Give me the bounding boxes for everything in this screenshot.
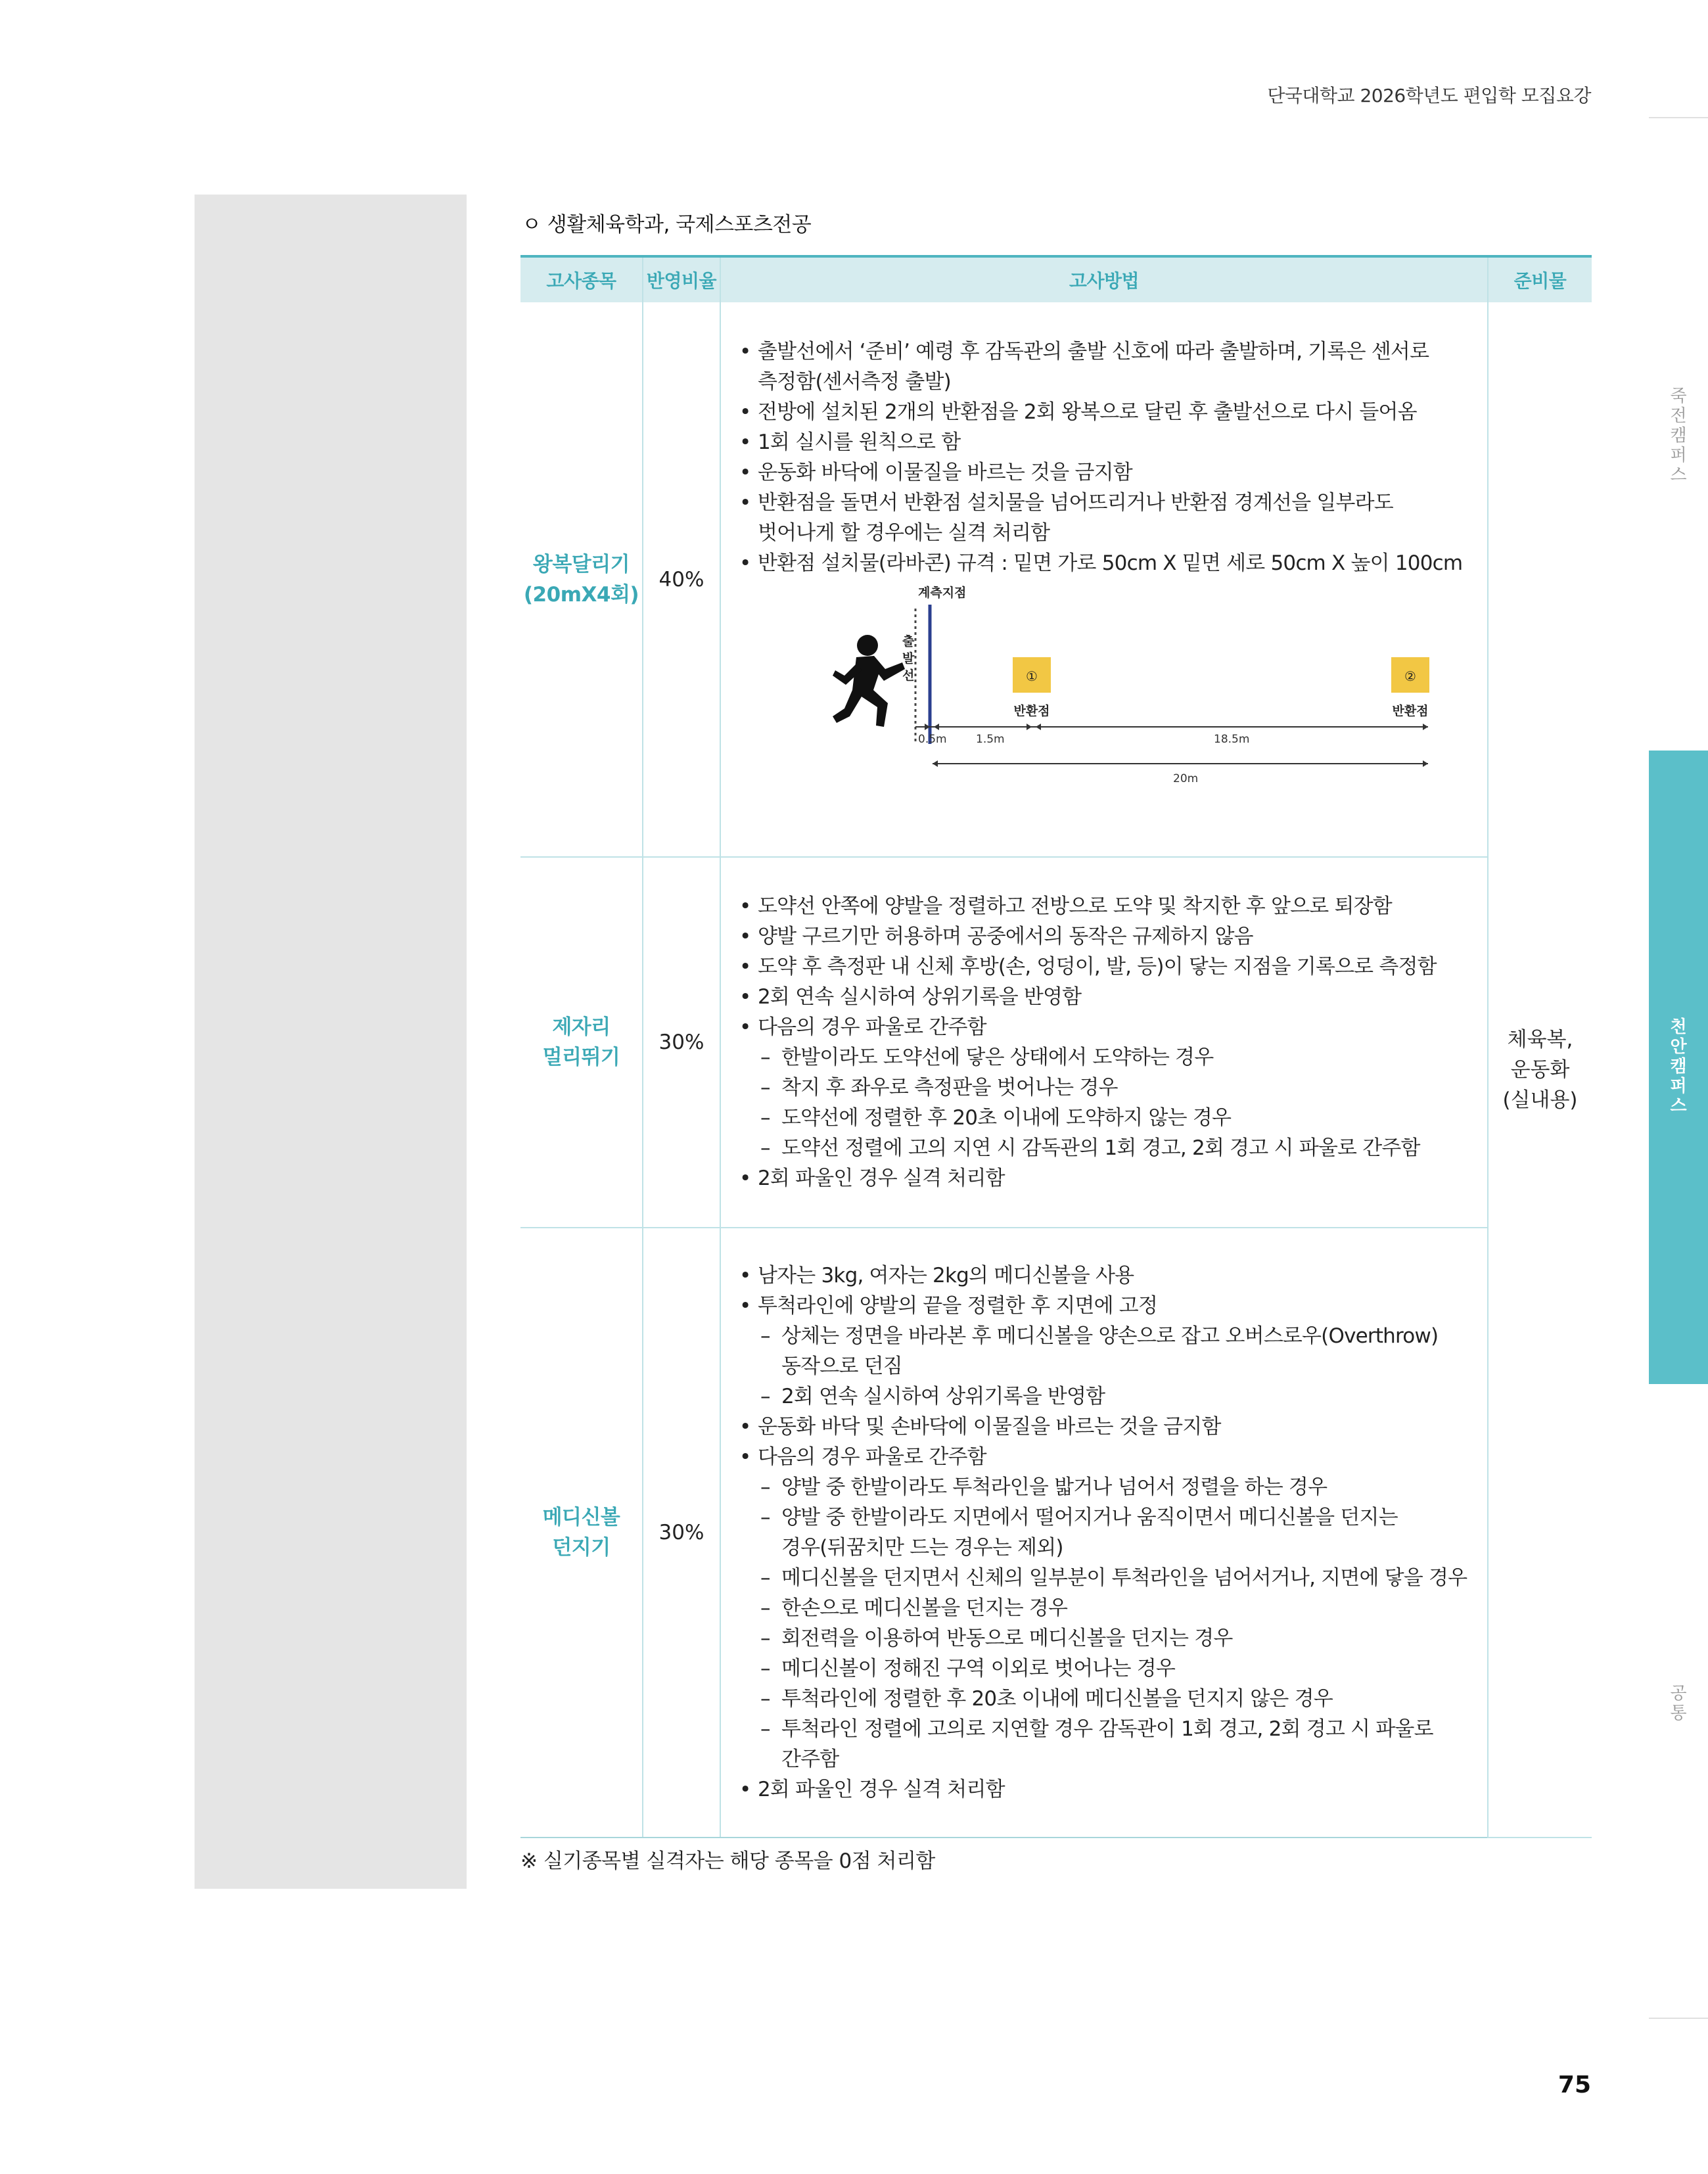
event-name xyxy=(520,1228,643,1838)
side-tab-cheonan[interactable]: 천안캠퍼스 xyxy=(1670,1017,1687,1116)
event-name-line: (20mX4회) xyxy=(523,582,639,607)
method-list xyxy=(739,336,1474,578)
sub-item: – 메디신볼이 정해진 구역 이외로 벗어나는 경우 xyxy=(739,1654,1474,1684)
side-divider xyxy=(1649,2018,1708,2019)
prep-line: 체육복, xyxy=(1507,1027,1573,1052)
bullet-item: • 남자는 3kg, 여자는 2kg의 메디신볼을 사용 xyxy=(739,1260,1474,1291)
event-method xyxy=(720,302,1488,857)
event-ratio: 40% xyxy=(643,302,720,857)
header-ratio: 반영비율 xyxy=(643,256,720,302)
event-name xyxy=(520,302,643,857)
distance-label-0-5m: 0.5m xyxy=(918,733,947,746)
sub-item: – 한손으로 메디신볼을 던지는 경우 xyxy=(739,1593,1474,1623)
start-line-label-2: 발 xyxy=(902,651,915,666)
header-event: 고사종목 xyxy=(520,256,643,302)
sub-item: – 양발 중 한발이라도 투척라인을 밟거나 넘어서 정렬을 하는 경우 xyxy=(739,1472,1474,1502)
sub-item: – 투척라인 정렬에 고의로 지연할 경우 감독관이 1회 경고, 2회 경고 시 파울로 xyxy=(739,1714,1474,1744)
method-list xyxy=(739,1260,1474,1805)
bullet-item: • 도약 후 측정판 내 신체 후방(손, 엉덩이, 발, 등)이 닿는 지점을 기록으로 측정함 xyxy=(739,952,1474,982)
event-name-line: 메디신볼 xyxy=(542,1506,620,1529)
continuation-line: 간주함 xyxy=(781,1747,839,1771)
start-line-label-1: 출 xyxy=(902,634,915,649)
bullet-item: • 도약선 안쪽에 양발을 정렬하고 전방으로 도약 및 착지한 후 앞으로 퇴장함 xyxy=(739,891,1474,921)
bullet-item: • 2회 파울인 경우 실격 처리함 xyxy=(739,1774,1474,1805)
bullet-item: • 2회 파울인 경우 실격 처리함 xyxy=(739,1163,1474,1193)
side-tab-jukjeon[interactable]: 죽전캠퍼스 xyxy=(1670,386,1687,485)
document-header-title: 단국대학교 2026학년도 편입학 모집요강 xyxy=(1267,85,1591,106)
arrow-head xyxy=(1423,724,1428,730)
bullet-item: • 투척라인에 양발의 끝을 정렬한 후 지면에 고정 xyxy=(739,1291,1474,1321)
continuation-line: 벗어나게 할 경우에는 실격 처리함 xyxy=(758,521,1050,545)
bullet-item: • 1회 실시를 원칙으로 함 xyxy=(739,427,1474,457)
event-name xyxy=(520,857,643,1228)
sub-item: – 양발 중 한발이라도 지면에서 떨어지거나 움직이면서 메디신볼을 던지는 xyxy=(739,1502,1474,1533)
section-title: ㅇ 생활체육학과, 국제스포츠전공 xyxy=(522,213,812,237)
event-ratio: 30% xyxy=(643,1228,720,1838)
arrow-head xyxy=(1027,724,1032,730)
event-method xyxy=(720,1228,1488,1838)
event-name-line: 던지기 xyxy=(552,1536,611,1560)
sub-item: – 착지 후 좌우로 측정판을 벗어나는 경우 xyxy=(739,1073,1474,1103)
event-ratio: 30% xyxy=(643,857,720,1228)
table-row xyxy=(520,857,1592,1228)
sub-item: – 한발이라도 도약선에 닿은 상태에서 도약하는 경우 xyxy=(739,1042,1474,1073)
bullet-item: • 2회 연속 실시하여 상위기록을 반영함 xyxy=(739,982,1474,1012)
continuation-line: 동작으로 던짐 xyxy=(781,1354,902,1378)
header-prep: 준비물 xyxy=(1488,256,1592,302)
arrow-head xyxy=(1423,760,1428,767)
cone-2-label: ② xyxy=(1404,668,1416,684)
side-tab-common[interactable]: 공통 xyxy=(1670,1684,1687,1723)
measure-point-label: 계측지점 xyxy=(918,586,967,600)
left-margin-panel xyxy=(195,195,467,1889)
sub-item: – 상체는 정면을 바라본 후 메디신볼을 양손으로 잡고 오버스로우(Overthrow) xyxy=(739,1321,1474,1351)
method-list xyxy=(739,891,1474,1193)
side-divider xyxy=(1649,117,1708,118)
sub-item: – 메디신볼을 던지면서 신체의 일부분이 투척라인을 넘어서거나, 지면에 닿을 경우 xyxy=(739,1563,1474,1593)
bullet-item: • 반환점을 돌면서 반환점 설치물을 넘어뜨리거나 반환점 경계선을 일부라도 xyxy=(739,488,1474,518)
event-name-line: 멀리뛰기 xyxy=(542,1046,620,1069)
runner-icon xyxy=(833,635,905,727)
sub-item: – 투척라인에 정렬한 후 20초 이내에 메디신볼을 던지지 않은 경우 xyxy=(739,1684,1474,1714)
event-name-line: 제자리 xyxy=(552,1015,611,1039)
event-name-line: 왕복달리기 xyxy=(532,552,630,576)
bullet-item: • 출발선에서 ‘준비’ 예령 후 감독관의 출발 신호에 따라 출발하며, 기록은 센서로 xyxy=(739,336,1474,367)
cone-1-label: ① xyxy=(1026,668,1038,684)
footnote: ※ 실기종목별 실격자는 해당 종목을 0점 처리함 xyxy=(520,1849,935,1873)
sub-item: – 2회 연속 실시하여 상위기록을 반영함 xyxy=(739,1381,1474,1412)
distance-label-1-5m: 1.5m xyxy=(976,733,1005,746)
table-header-row xyxy=(520,256,1592,302)
sub-item: – 도약선에 정렬한 후 20초 이내에 도약하지 않는 경우 xyxy=(739,1103,1474,1133)
arrow-head xyxy=(1036,724,1041,730)
prep-line: 운동화 xyxy=(1510,1057,1570,1082)
exam-table xyxy=(520,255,1592,1838)
table-row xyxy=(520,302,1592,857)
prep-line: (실내용) xyxy=(1502,1088,1578,1112)
distance-label-20m: 20m xyxy=(1173,772,1199,785)
table-row xyxy=(520,1228,1592,1838)
prep-cell xyxy=(1488,302,1592,1838)
sub-item: – 도약선 정렬에 고의 지연 시 감독관의 1회 경고, 2회 경고 시 파울로 간주함 xyxy=(739,1133,1474,1163)
arrow-head xyxy=(933,760,938,767)
turn-point-label-2: 반환점 xyxy=(1392,704,1429,718)
continuation-line: 경우(뒤꿈치만 드는 경우는 제외) xyxy=(781,1536,1063,1560)
event-method xyxy=(720,857,1488,1228)
bullet-item: • 양발 구르기만 허용하며 공중에서의 동작은 규제하지 않음 xyxy=(739,921,1474,952)
arrow-head xyxy=(934,724,939,730)
turn-point-label-1: 반환점 xyxy=(1013,704,1050,718)
bullet-item: • 운동화 바닥에 이물질을 바르는 것을 금지함 xyxy=(739,457,1474,488)
header-method: 고사방법 xyxy=(720,256,1488,302)
bullet-item: • 운동화 바닥 및 손바닥에 이물질을 바르는 것을 금지함 xyxy=(739,1412,1474,1442)
bullet-item: • 다음의 경우 파울로 간주함 xyxy=(739,1012,1474,1042)
bullet-item: • 전방에 설치된 2개의 반환점을 2회 왕복으로 달린 후 출발선으로 다시 들어옴 xyxy=(739,397,1474,427)
distance-label-18-5m: 18.5m xyxy=(1214,733,1250,746)
shuttle-run-diagram xyxy=(739,585,1462,802)
sub-item: – 회전력을 이용하여 반동으로 메디신볼을 던지는 경우 xyxy=(739,1623,1474,1654)
bullet-item: • 다음의 경우 파울로 간주함 xyxy=(739,1442,1474,1472)
page-number: 75 xyxy=(1558,2071,1591,2098)
continuation-line: 측정함(센서측정 출발) xyxy=(758,370,951,394)
bullet-item: • 반환점 설치물(라바콘) 규격 : 밑면 가로 50cm X 밑면 세로 50cm X 높이 100cm xyxy=(739,548,1474,578)
start-line-label-3: 선 xyxy=(902,668,915,683)
